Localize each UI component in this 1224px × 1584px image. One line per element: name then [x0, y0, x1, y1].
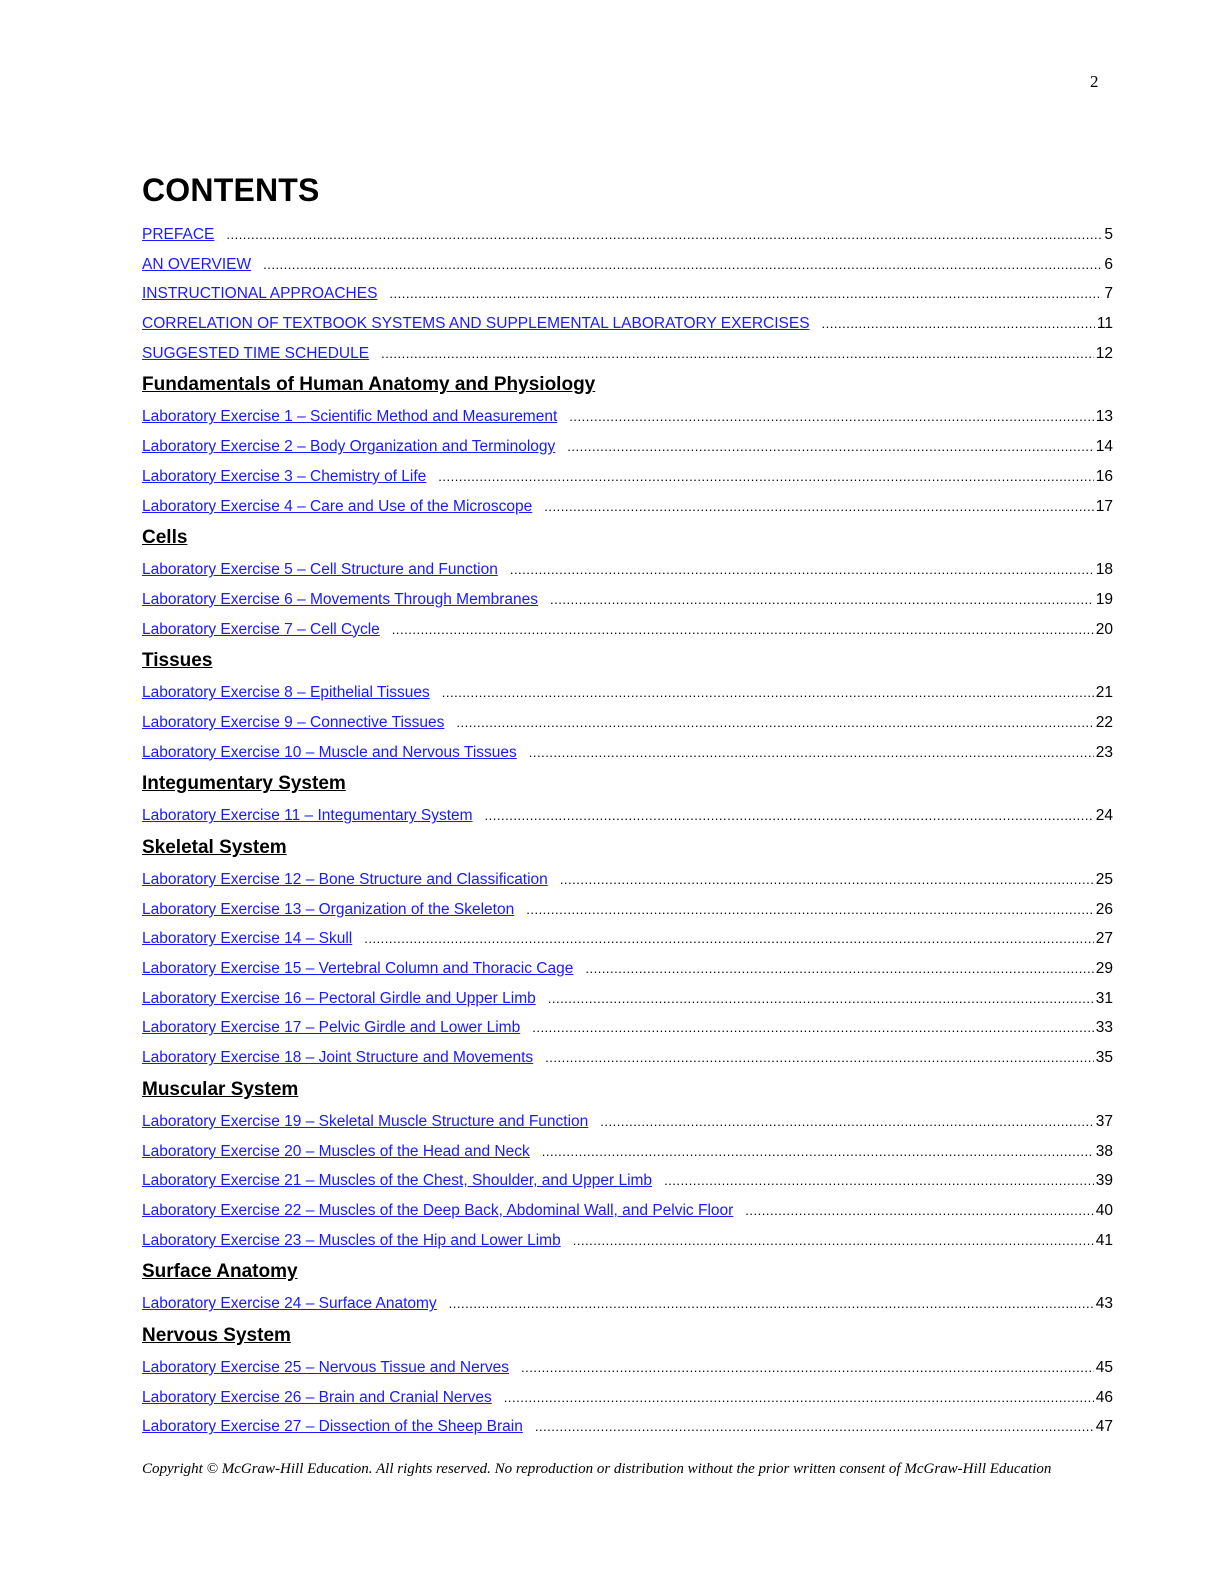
toc-leader-dots [364, 924, 1094, 954]
toc-leader-dots [585, 954, 1093, 984]
toc-entry [142, 432, 1113, 462]
toc-entry [142, 339, 1113, 369]
toc-leader-dots [535, 1412, 1094, 1442]
toc-entry-link[interactable]: Laboratory Exercise 3 – Chemistry of Life [142, 467, 427, 485]
toc-entry-link[interactable]: Laboratory Exercise 14 – Skull [142, 930, 353, 948]
toc-entry-link[interactable]: Laboratory Exercise 22 – Muscles of the Deep Back, Abdominal Wall, and Pelvic Floor [142, 1201, 734, 1219]
toc-entry [142, 555, 1113, 585]
toc-entry [142, 954, 1113, 984]
toc-page-number: 20 [1095, 620, 1113, 638]
toc-entry [142, 1289, 1113, 1319]
page-number: 2 [1090, 72, 1099, 91]
toc-entry [142, 1137, 1113, 1167]
toc-entry [142, 402, 1113, 432]
toc-leader-dots [545, 1043, 1094, 1073]
toc-page-number: 6 [1104, 255, 1113, 273]
toc-entry-link[interactable]: Laboratory Exercise 23 – Muscles of the Hip and Lower Limb [142, 1231, 561, 1249]
toc-page-number: 35 [1095, 1049, 1113, 1067]
toc-leader-dots [664, 1166, 1094, 1196]
toc-entry [142, 924, 1113, 954]
toc-page-number: 26 [1095, 900, 1113, 918]
toc-page-number: 7 [1104, 285, 1113, 303]
toc-entry [142, 738, 1113, 768]
toc-entry [142, 1196, 1113, 1226]
toc-leader-dots [449, 1289, 1094, 1319]
toc-entry [142, 708, 1113, 738]
section-heading: Skeletal System [142, 837, 287, 858]
toc-page-number: 17 [1095, 497, 1113, 515]
toc-entry [142, 1353, 1113, 1383]
toc-entry [142, 585, 1113, 615]
toc-entry-link[interactable]: Laboratory Exercise 19 – Skeletal Muscle Structure and Function [142, 1112, 589, 1130]
section-heading: Nervous System [142, 1324, 291, 1346]
toc-entry-link[interactable]: Laboratory Exercise 26 – Brain and Cranial Nerves [142, 1388, 492, 1406]
toc-entry [142, 492, 1113, 522]
toc-entry-link[interactable]: Laboratory Exercise 1 – Scientific Method and Measurement [142, 408, 558, 426]
toc-page-number: 37 [1095, 1112, 1113, 1130]
toc-entry-link[interactable]: Laboratory Exercise 13 – Organization of the Skeleton [142, 900, 515, 918]
toc-entry [142, 1226, 1113, 1256]
page-title: CONTENTS [142, 172, 320, 208]
toc-entry-link[interactable]: AN OVERVIEW [142, 255, 252, 273]
toc-entry-link[interactable]: INSTRUCTIONAL APPROACHES [142, 285, 378, 303]
toc-entry-link[interactable]: Laboratory Exercise 27 – Dissection of the Sheep Brain [142, 1418, 523, 1436]
toc-entry-link[interactable]: Laboratory Exercise 10 – Muscle and Nervous Tissues [142, 743, 517, 761]
toc-page-number: 38 [1095, 1142, 1113, 1160]
toc-entry [142, 1412, 1113, 1442]
toc-entry [142, 984, 1113, 1014]
toc-leader-dots [542, 1137, 1094, 1167]
toc-entry [142, 678, 1113, 708]
toc-leader-dots [600, 1107, 1093, 1137]
toc-entry-link[interactable]: Laboratory Exercise 25 – Nervous Tissue and Nerves [142, 1358, 510, 1376]
toc-leader-dots [504, 1383, 1094, 1413]
toc-page-number: 41 [1095, 1231, 1113, 1249]
toc-entry-link[interactable]: Laboratory Exercise 18 – Joint Structure and Movements [142, 1049, 534, 1067]
toc-leader-dots [438, 462, 1093, 492]
toc-entry [142, 615, 1113, 645]
toc-leader-dots [548, 984, 1094, 1014]
toc-entry-link[interactable]: Laboratory Exercise 17 – Pelvic Girdle and Lower Limb [142, 1019, 521, 1037]
toc-entry-link[interactable]: Laboratory Exercise 15 – Vertebral Column and Thoracic Cage [142, 960, 574, 978]
toc-page-number: 18 [1095, 561, 1113, 579]
toc-page-number: 46 [1095, 1388, 1113, 1406]
toc-leader-dots [263, 250, 1102, 280]
section-heading: Surface Anatomy [142, 1261, 298, 1283]
toc-entry [142, 250, 1113, 280]
toc-leader-dots [526, 895, 1094, 925]
toc-entry [142, 1383, 1113, 1413]
toc-leader-dots [822, 309, 1095, 339]
toc-page-number: 33 [1095, 1019, 1113, 1037]
toc-entry [142, 895, 1113, 925]
toc-entry [142, 309, 1113, 339]
toc-leader-dots [567, 432, 1093, 462]
toc-page-number: 27 [1095, 930, 1113, 948]
toc-entry-link[interactable]: Laboratory Exercise 2 – Body Organization and Terminology [142, 438, 556, 456]
toc-page-number: 19 [1095, 590, 1113, 608]
toc-leader-dots [544, 492, 1093, 522]
toc-entry [142, 279, 1113, 309]
toc-leader-dots [392, 615, 1094, 645]
copyright-footer: Copyright © McGraw-Hill Education. All rights reserved. No reproduction or distribution without the prior written consent of McGraw-Hill Education [142, 1461, 1052, 1477]
toc-page-number: 24 [1095, 807, 1113, 825]
section-heading: Cells [142, 527, 188, 549]
toc-page-number: 43 [1095, 1295, 1113, 1313]
toc-page-number: 39 [1095, 1172, 1113, 1190]
toc-page-number: 31 [1095, 989, 1113, 1007]
toc-entry-link[interactable]: Laboratory Exercise 12 – Bone Structure and Classification [142, 871, 548, 888]
toc-entry-link[interactable]: Laboratory Exercise 6 – Movements Through Membranes [142, 590, 539, 608]
table-of-contents [142, 220, 1113, 1442]
toc-entry [142, 801, 1113, 831]
toc-leader-dots [456, 708, 1093, 738]
toc-leader-dots [381, 339, 1094, 369]
toc-entry [142, 1166, 1113, 1196]
toc-entry-link[interactable]: Laboratory Exercise 21 – Muscles of the Chest, Shoulder, and Upper Limb [142, 1172, 653, 1190]
toc-entry-link[interactable]: Laboratory Exercise 8 – Epithelial Tissues [142, 684, 430, 702]
toc-leader-dots [226, 220, 1102, 250]
toc-entry-link[interactable]: CORRELATION OF TEXTBOOK SYSTEMS AND SUPPLEMENTAL LABORATORY EXERCISES [142, 315, 810, 333]
toc-entry [142, 462, 1113, 492]
toc-page-number: 5 [1104, 226, 1113, 243]
toc-entry-link[interactable]: Laboratory Exercise 11 – Integumentary System [142, 807, 473, 825]
toc-page-number: 22 [1095, 713, 1113, 731]
toc-entry-link[interactable]: PREFACE [142, 226, 215, 243]
toc-entry-link[interactable]: Laboratory Exercise 7 – Cell Cycle [142, 620, 380, 638]
section-heading: Integumentary System [142, 773, 346, 795]
toc-page-number: 40 [1095, 1201, 1113, 1219]
toc-leader-dots [745, 1196, 1093, 1226]
section-heading: Muscular System [142, 1078, 299, 1100]
section-heading: Fundamentals of Human Anatomy and Physiology [142, 374, 596, 396]
toc-entry-link[interactable]: Laboratory Exercise 24 – Surface Anatomy [142, 1295, 437, 1313]
toc-leader-dots [550, 585, 1094, 615]
toc-leader-dots [442, 678, 1094, 708]
toc-leader-dots [510, 555, 1094, 585]
toc-leader-dots [389, 279, 1102, 309]
toc-leader-dots [573, 1226, 1094, 1256]
toc-page-number: 14 [1095, 438, 1113, 456]
toc-entry [142, 220, 1113, 250]
toc-leader-dots [529, 738, 1094, 768]
toc-entry-link[interactable]: Laboratory Exercise 20 – Muscles of the Head and Neck [142, 1142, 530, 1160]
toc-page-number: 45 [1095, 1358, 1113, 1376]
toc-leader-dots [569, 402, 1093, 432]
toc-entry [142, 865, 1113, 895]
toc-entry-link[interactable]: SUGGESTED TIME SCHEDULE [142, 344, 370, 362]
toc-leader-dots [485, 801, 1094, 831]
toc-page-number: 29 [1095, 960, 1113, 978]
toc-entry-link[interactable]: Laboratory Exercise 16 – Pectoral Girdle and Upper Limb [142, 989, 536, 1007]
toc-leader-dots [560, 865, 1094, 895]
toc-page-number: 11 [1096, 315, 1113, 333]
toc-leader-dots [521, 1353, 1094, 1383]
toc-entry-link[interactable]: Laboratory Exercise 5 – Cell Structure and Function [142, 561, 498, 579]
toc-leader-dots [532, 1013, 1094, 1043]
toc-entry [142, 1013, 1113, 1043]
toc-entry-link[interactable]: Laboratory Exercise 9 – Connective Tissues [142, 713, 445, 731]
toc-page-number: 23 [1095, 743, 1113, 761]
toc-entry-link[interactable]: Laboratory Exercise 4 – Care and Use of the Microscope [142, 497, 533, 515]
toc-page-number: 25 [1095, 871, 1113, 888]
section-heading: Tissues [142, 650, 213, 672]
toc-entry [142, 1043, 1113, 1073]
toc-page-number: 13 [1095, 408, 1113, 426]
toc-entry [142, 1107, 1113, 1137]
toc-page-number: 16 [1095, 467, 1113, 485]
toc-page-number: 21 [1095, 684, 1113, 702]
toc-page-number: 47 [1095, 1418, 1113, 1436]
toc-page-number: 12 [1095, 344, 1113, 362]
